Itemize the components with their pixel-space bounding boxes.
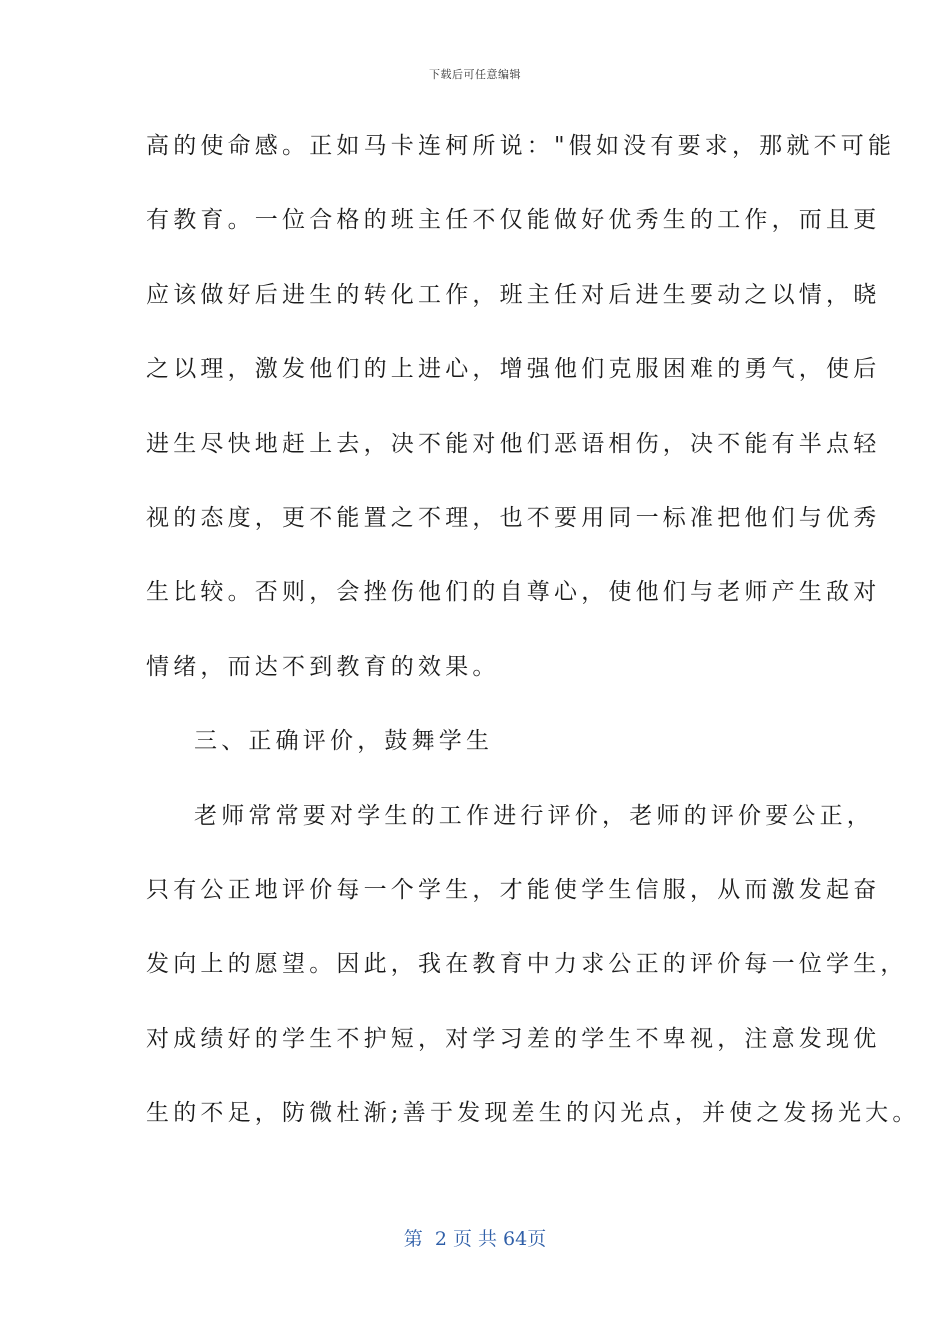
text-line: 情绪，而达不到教育的效果。 (146, 653, 500, 680)
text-line: 只有公正地评价每一个学生，才能使学生信服，从而激发起奋 (146, 876, 881, 903)
text-line: 视的态度，更不能置之不理，也不要用同一标准把他们与优秀 (146, 504, 881, 531)
text-line: 高的使命感。正如马卡连柯所说："假如没有要求，那就不可能 (146, 133, 896, 159)
document-body (146, 124, 920, 1165)
text-line: 有教育。一位合格的班主任不仅能做好优秀生的工作，而且更 (146, 207, 881, 234)
text-line: 应该做好后进生的转化工作，班主任对后进生要动之以情，晓 (146, 281, 881, 308)
text-line: 之以理，激发他们的上进心，增强他们克服困难的勇气，使后 (146, 356, 881, 383)
page-header: 下载后可任意编辑 (429, 68, 521, 81)
text-line: 进生尽快地赶上去，决不能对他们恶语相伤，决不能有半点轻 (146, 430, 881, 457)
text-line: 老师常常要对学生的工作进行评价，老师的评价要公正， (194, 802, 874, 829)
text-line: 对成绩好的学生不护短，对学习差的学生不卑视，注意发现优 (146, 1025, 881, 1052)
text-line: 生的不足，防微杜渐;善于发现差生的闪光点，并使之发扬光大。 (146, 1100, 920, 1127)
section-heading: 三、正确评价，鼓舞学生 (194, 728, 494, 755)
text-line: 发向上的愿望。因此，我在教育中力求公正的评价每一位学生， (146, 951, 908, 978)
text-line: 生比较。否则，会挫伤他们的自尊心，使他们与老师产生敌对 (146, 579, 881, 606)
page-number: 第 2 页 共 64页 (403, 1228, 547, 1250)
